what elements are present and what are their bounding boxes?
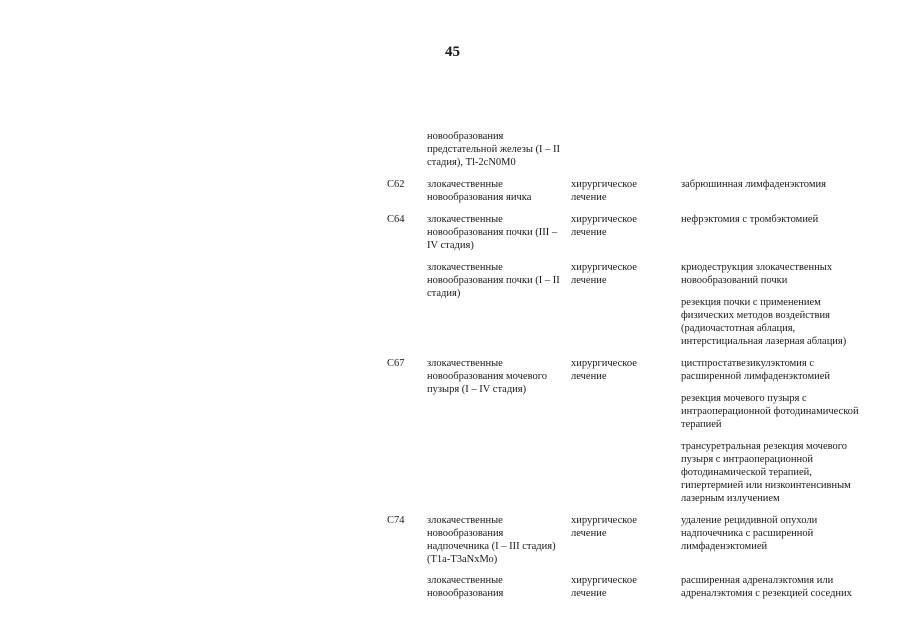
treatment-cell: хирургическое лечение	[571, 214, 637, 238]
method-cell: забрюшинная лимфаденэктомия	[681, 179, 826, 190]
diagnosis-cell: злокачественные новообразования почки (I – II стадия)	[427, 262, 560, 299]
method-cell: криодеструкция злокачественных новообразований почки	[681, 262, 833, 286]
method-cell: резекция почки с применением физических методов воздействия (радиочастотная аблация, интерстициальная лазерная аблация)	[681, 297, 847, 347]
page-number: 45	[445, 44, 460, 60]
diagnosis-cell: злокачественные новообразования	[427, 575, 504, 599]
treatment-cell: хирургическое лечение	[571, 262, 637, 286]
method-cell: цистпростатвезикулэктомия с расширенной лимфаденэктомией	[681, 358, 831, 382]
icd-code-cell: С64	[387, 214, 405, 225]
method-cell: трансуретральная резекция мочевого пузыря с интраоперационной фотодинамической терапией, гипертермией или низкоинтенсивным лазерным излучением	[681, 441, 851, 504]
icd-code-cell: С62	[387, 179, 405, 190]
treatment-cell: хирургическое лечение	[571, 575, 637, 599]
method-cell: нефрэктомия с тромбэктомией	[681, 214, 819, 225]
treatment-cell: хирургическое лечение	[571, 358, 637, 382]
method-cell: удаление рецидивной опухоли надпочечника с расширенной лимфаденэктомией	[681, 515, 818, 552]
method-cell: расширенная адреналэктомия или адреналэктомия с резекцией соседних	[681, 575, 852, 599]
diagnosis-cell: злокачественные новообразования почки (III – IV стадия)	[427, 214, 558, 251]
diagnosis-cell: злокачественные новообразования мочевого пузыря (I – IV стадия)	[427, 358, 548, 395]
treatment-cell: хирургическое лечение	[571, 179, 637, 203]
icd-code-cell: С67	[387, 358, 405, 369]
treatment-cell: хирургическое лечение	[571, 515, 637, 539]
icd-code-cell: С74	[387, 515, 405, 526]
method-cell: резекция мочевого пузыря с интраоперационной фотодинамической терапией	[681, 393, 859, 430]
diagnosis-cell: новообразования предстательной железы (I – II стадия), Tl-2cN0M0	[427, 131, 561, 168]
diagnosis-cell: злокачественные новообразования надпочечника (I – III стадия) (Т1а-Т3аNхМо)	[427, 515, 556, 565]
diagnosis-cell: злокачественные новообразования яичка	[427, 179, 532, 203]
